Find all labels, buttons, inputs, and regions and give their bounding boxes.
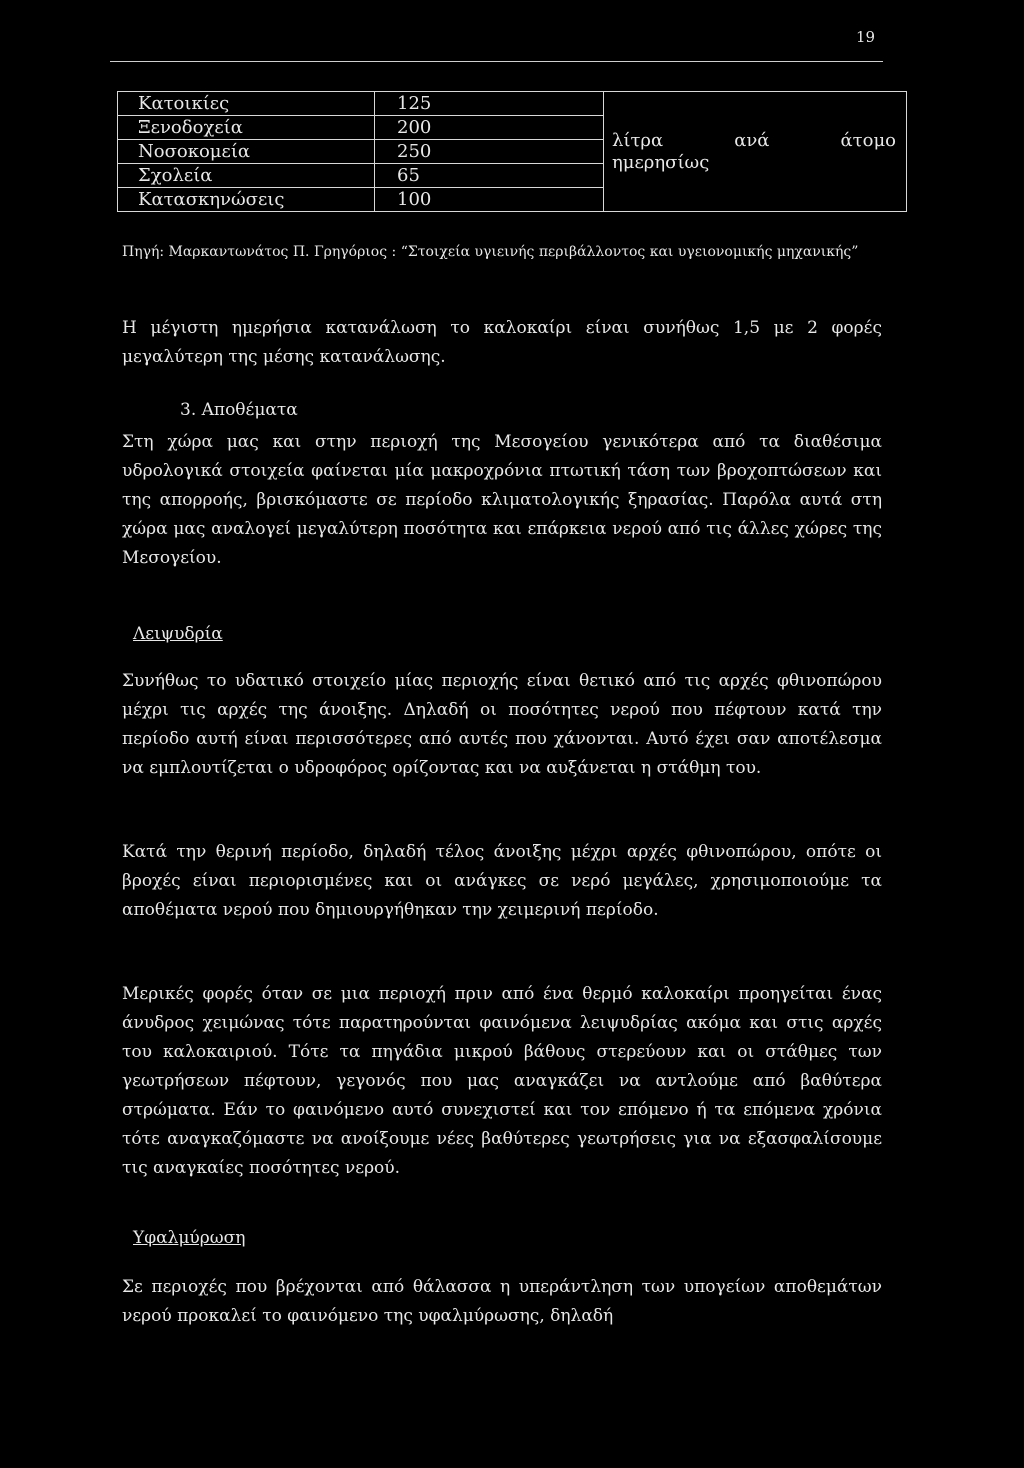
table-cell-value: 65 [375,164,604,188]
table-cell-value: 250 [375,140,604,164]
source-note: Πηγή: Μαρκαντωνάτος Π. Γρηγόριος : “Στοιχεία υγιεινής περιβάλλοντος και υγειονομικής μηχανικής” [122,244,859,260]
paragraph-drought-1: Συνήθως το υδατικό στοιχείο μίας περιοχής είναι θετικό από τις αρχές φθινοπώρου μέχρι τις αρχές της άνοιξης. Δηλαδή οι ποσότητες νερού που πέφτουν κατά την περίοδο αυτή είναι περισσότερες από αυτές που χάνονται. Αυτό έχει σαν αποτέλεσμα να εμπλουτίζεται ο υδροφόρος ορίζοντας και να αυξάνεται η στάθμη του. [122,671,882,778]
unit-word: λίτρα [612,129,664,151]
table-cell-value: 200 [375,116,604,140]
consumption-table [117,91,907,212]
unit-line: ημερησίως [612,151,710,173]
table-cell-category: Κατασκηνώσεις [118,188,375,212]
table-cell-value: 125 [375,92,604,116]
table-cell-category: Νοσοκομεία [118,140,375,164]
heading-drought: Λειψυδρία [133,624,223,644]
unit-word: ανά [734,129,770,151]
table-cell-category: Κατοικίες [118,92,375,116]
paragraph-drought-3: Μερικές φορές όταν σε μια περιοχή πριν από ένα θερμό καλοκαίρι προηγείται ένας άνυδρος χειμώνας τότε παρατηρούνται φαινόμενα λειψυδρίας ακόμα και στις αρχές του καλοκαιριού. Τότε τα πηγάδια μικρού βάθους στερεύουν και οι στάθμες των γεωτρήσεων πέφτουν, γεγονός που μας αναγκάζει να αντλούμε από βαθύτερα στρώματα. Εάν το φαινόμενο αυτό συνεχιστεί και τον επόμενο ή τα επόμενα χρόνια τότε αναγκαζόμαστε να ανοίξουμε νέες βαθύτερες γεωτρήσεις για να εξασφαλίσουμε τις αναγκαίες ποσότητες νερού. [122,984,882,1178]
table-cell-category: Σχολεία [118,164,375,188]
section-title: 3. Αποθέματα [180,400,298,420]
header-rule [110,61,883,62]
paragraph-salinization: Σε περιοχές που βρέχονται από θάλασσα η υπεράντληση των υπογείων αποθεμάτων νερού προκαλεί το φαινόμενο της υφαλμύρωσης, δηλαδή [122,1277,882,1326]
paragraph-drought-2: Κατά την θερινή περίοδο, δηλαδή τέλος άνοιξης μέχρι αρχές φθινοπώρου, οπότε οι βροχές είναι περιορισμένες και οι ανάγκες σε νερό μεγάλες, χρησιμοποιούμε τα αποθέματα νερού που δημιουργήθηκαν την χειμερινή περίοδο. [122,842,882,920]
paragraph-reserves: Στη χώρα μας και στην περιοχή της Μεσογείου γενικότερα από τα διαθέσιμα υδρολογικά στοιχεία φαίνεται μία μακροχρόνια πτωτική τάση των βροχοπτώσεων και της απορροής, βρισκόμαστε σε περίοδο κλιματολογικής ξηρασίας. Παρόλα αυτά στη χώρα μας αναλογεί μεγαλύτερη ποσότητα και επάρκεια νερού από τις άλλες χώρες της Μεσογείου. [122,432,882,568]
table-row [118,92,907,116]
table-cell-unit [604,92,907,212]
page-number: 19 [856,28,876,46]
heading-salinization: Υφαλμύρωση [133,1228,246,1248]
unit-word: άτομο [840,129,896,151]
paragraph-peak-consumption: Η μέγιστη ημερήσια κατανάλωση το καλοκαίρι είναι συνήθως 1,5 με 2 φορές μεγαλύτερη της μέσης κατανάλωσης. [122,318,882,367]
unit-line [612,130,896,152]
table-cell-category: Ξενοδοχεία [118,116,375,140]
table-cell-value: 100 [375,188,604,212]
